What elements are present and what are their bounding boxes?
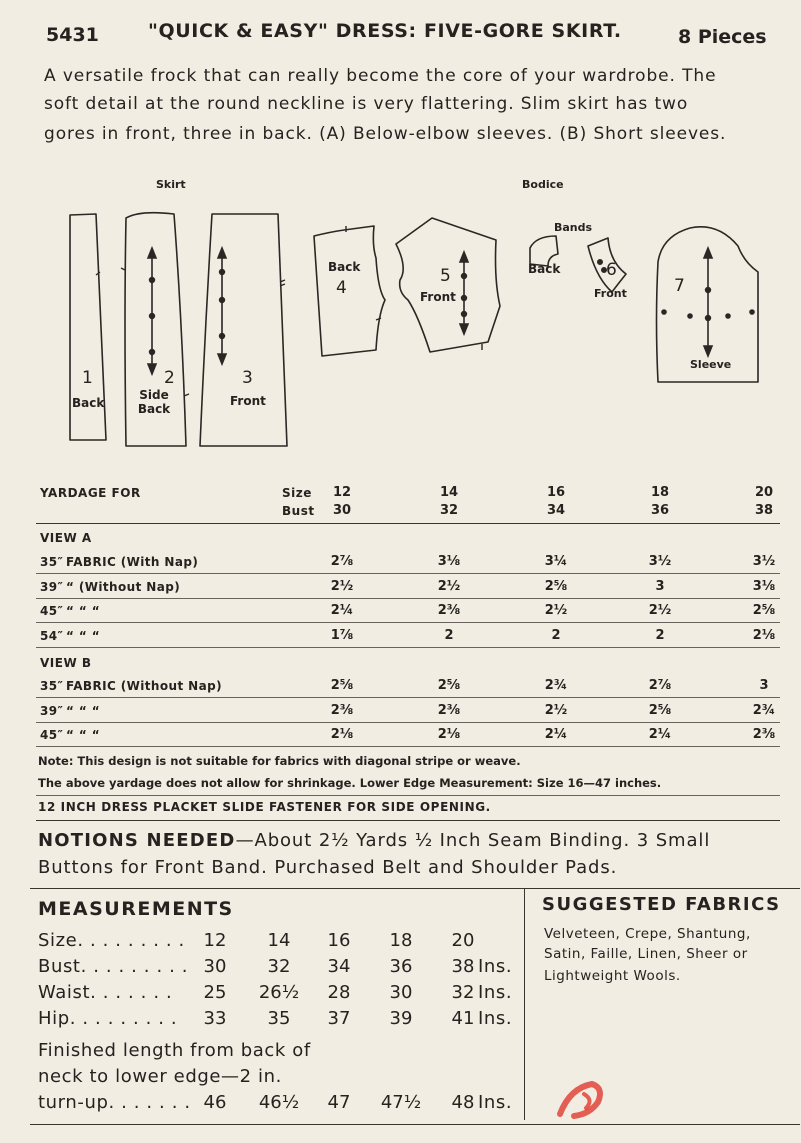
pattern-number: 5431 <box>46 24 99 46</box>
row-rule <box>36 647 780 648</box>
size-col-16: 16 <box>546 485 566 500</box>
piece-5-label: Front <box>420 290 456 304</box>
yardage-cell: 2 <box>655 627 665 643</box>
fabric-width: 35″ <box>40 679 64 693</box>
yardage-cell: 2¼ <box>544 727 568 742</box>
size-col-14: 14 <box>439 485 459 500</box>
finished-length-line-2: neck to lower edge—2 in. <box>38 1066 282 1087</box>
measurement-value: 36 <box>389 956 413 977</box>
measurement-label: Bust. . . . . . . . . <box>38 956 189 977</box>
size-label: Size <box>282 486 312 500</box>
size-col-12: 12 <box>332 485 352 500</box>
piece-1-label: Back <box>72 396 105 410</box>
placket-note: 12 INCH DRESS PLACKET SLIDE FASTENER FOR SIDE OPENING. <box>38 800 491 814</box>
notions-line-2: Buttons for Front Band. Purchased Belt and Shoulder Pads. <box>38 857 618 878</box>
measurement-value: 35 <box>267 1008 291 1029</box>
skirt-caption: Skirt <box>156 178 186 191</box>
piece-5-number: 5 <box>440 266 451 286</box>
turnup-value: 48 <box>451 1092 475 1113</box>
yardage-cell: 3⅛ <box>437 554 461 569</box>
measurement-value: 30 <box>203 956 227 977</box>
yardage-cell: 3½ <box>752 554 776 569</box>
yardage-cell: 2 <box>551 627 561 643</box>
fabric-desc: FABRIC (Without Nap) <box>66 679 222 693</box>
measurement-unit: Ins. <box>478 982 513 1003</box>
measurement-value: 26½ <box>258 982 300 1003</box>
row-rule <box>36 697 780 698</box>
yardage-cell: 2⅝ <box>752 603 776 618</box>
measurement-unit: Ins. <box>478 956 513 977</box>
notions-line-1 <box>38 830 710 851</box>
piece-6-label: Front <box>594 287 627 300</box>
yardage-cell: 2¼ <box>648 727 672 742</box>
yardage-cell: 3⅛ <box>752 578 776 594</box>
column-divider <box>524 888 525 1120</box>
turnup-value: 47½ <box>380 1092 422 1113</box>
measurement-value: 16 <box>327 930 351 951</box>
measurement-value: 14 <box>267 930 291 951</box>
fabric-width: 39″ <box>40 579 64 594</box>
fabric-desc: “ “ “ <box>66 703 101 718</box>
bust-label: Bust <box>282 504 315 518</box>
bust-col-16: 34 <box>546 503 566 518</box>
note-rule <box>36 795 780 796</box>
view-a-label: VIEW A <box>40 531 92 545</box>
bands-caption: Bands <box>554 221 593 234</box>
yardage-cell: 2⅞ <box>648 678 672 693</box>
red-stamp-mark <box>540 1074 620 1124</box>
fabric-width: 45″ <box>40 728 64 742</box>
bust-col-12: 30 <box>332 503 352 518</box>
measurement-value: 28 <box>327 982 351 1003</box>
piece-7-label: Sleeve <box>690 358 732 371</box>
fabric-width: 54″ <box>40 628 64 643</box>
turnup-label: turn-up. . . . . . . <box>38 1092 191 1113</box>
yardage-cell: 2½ <box>648 603 672 618</box>
fabric-width: 35″ <box>40 555 64 569</box>
notions-rule <box>30 888 800 889</box>
description-line-1: A versatile frock that can really become the core of your wardrobe. The <box>44 66 717 86</box>
yardage-cell: 2⅛ <box>437 727 461 742</box>
piece-3-label: Front <box>230 394 266 408</box>
placket-rule <box>36 820 780 821</box>
fabric-desc: “ “ “ <box>66 628 101 643</box>
piece-3-number: 3 <box>242 368 253 388</box>
notions-label: NOTIONS NEEDED <box>38 830 236 851</box>
yardage-cell: 3½ <box>648 554 672 569</box>
description-line-2: soft detail at the round neckline is very flattering. Slim skirt has two <box>44 94 689 114</box>
piece-2-label: Side Back <box>137 388 171 416</box>
measurement-value: 30 <box>389 982 413 1003</box>
piece-2-number: 2 <box>164 368 175 388</box>
piece-count: 8 Pieces <box>678 26 767 48</box>
turnup-value: 46½ <box>258 1092 300 1113</box>
piece-3-outline <box>200 214 287 446</box>
row-rule <box>36 598 780 599</box>
fabrics-line-2: Satin, Faille, Linen, Sheer or <box>544 946 748 962</box>
note-diagonal: Note: This design is not suitable for fabrics with diagonal stripe or weave. <box>38 754 521 768</box>
measurement-unit: Ins. <box>478 1008 513 1029</box>
yardage-cell: 2⅛ <box>752 627 776 643</box>
fabrics-line-1: Velveteen, Crepe, Shantung, <box>544 926 751 942</box>
yardage-cell: 2⅝ <box>544 578 568 594</box>
piece-6-number: 6 <box>606 260 617 280</box>
pattern-pieces-diagram <box>0 170 801 460</box>
yardage-cell: 2⅛ <box>330 727 354 742</box>
yardage-cell: 2⅜ <box>437 603 461 618</box>
yardage-heading: YARDAGE FOR <box>40 486 141 500</box>
piece-4-label: Back <box>328 260 361 274</box>
measurement-label: Waist. . . . . . . <box>38 982 173 1003</box>
measurement-value: 38 <box>451 956 475 977</box>
measurement-value: 34 <box>327 956 351 977</box>
fabric-width: 45″ <box>40 604 64 618</box>
row-rule <box>36 622 780 623</box>
row-rule <box>36 722 780 723</box>
yardage-cell: 2⅝ <box>437 678 461 693</box>
yardage-cell: 2⅝ <box>648 702 672 718</box>
bust-col-18: 36 <box>650 503 670 518</box>
measurement-value: 18 <box>389 930 413 951</box>
view-b-label: VIEW B <box>40 656 92 670</box>
measurement-value: 32 <box>451 982 475 1003</box>
yardage-cell: 2½ <box>544 603 568 618</box>
measurement-value: 32 <box>267 956 291 977</box>
fabric-desc: “ “ “ <box>66 728 101 742</box>
measurement-value: 25 <box>203 982 227 1003</box>
measurement-label: Size. . . . . . . . . <box>38 930 185 951</box>
yardage-cell: 2½ <box>330 578 354 594</box>
yardage-cell: 2½ <box>544 702 568 718</box>
size-col-20: 20 <box>754 485 774 500</box>
piece-7-number: 7 <box>674 276 685 296</box>
measurement-value: 20 <box>451 930 475 951</box>
size-col-18: 18 <box>650 485 670 500</box>
row-rule <box>36 573 780 574</box>
yardage-cell: 2½ <box>437 578 461 594</box>
yardage-cell: 2¾ <box>544 678 568 693</box>
bust-col-14: 32 <box>439 503 459 518</box>
fabric-desc: “ (Without Nap) <box>66 579 181 594</box>
piece-4-outline <box>314 226 385 356</box>
measurement-value: 37 <box>327 1008 351 1029</box>
fabric-width: 39″ <box>40 703 64 718</box>
measurement-label: Hip. . . . . . . . . <box>38 1008 178 1029</box>
yardage-cell: 3¼ <box>544 554 568 569</box>
yardage-cell: 3 <box>759 678 769 693</box>
finished-length-line-1: Finished length from back of <box>38 1040 311 1061</box>
note-shrinkage: The above yardage does not allow for shrinkage. Lower Edge Measurement: Size 16—47 inches. <box>38 776 662 790</box>
fabric-desc: FABRIC (With Nap) <box>66 555 199 569</box>
bottom-rule <box>30 1124 800 1125</box>
turnup-unit: Ins. <box>478 1092 513 1113</box>
measurement-value: 33 <box>203 1008 227 1029</box>
turnup-value: 46 <box>203 1092 227 1113</box>
band-back-label: Back <box>528 262 561 276</box>
yardage-cell: 2 <box>444 627 454 643</box>
yardage-cell: 3 <box>655 578 665 594</box>
yardage-cell: 2⅞ <box>330 554 354 569</box>
fabric-desc: “ “ “ <box>66 604 101 618</box>
measurement-value: 39 <box>389 1008 413 1029</box>
yardage-cell: 2⅝ <box>330 678 354 693</box>
yardage-cell: 2⅜ <box>330 702 354 718</box>
yardage-cell: 1⅞ <box>330 627 354 643</box>
row-rule <box>36 746 780 747</box>
yardage-cell: 2⅜ <box>752 727 776 742</box>
yardage-cell: 2¼ <box>330 603 354 618</box>
bodice-caption: Bodice <box>522 178 564 191</box>
turnup-value: 47 <box>327 1092 351 1113</box>
fabrics-line-3: Lightweight Wools. <box>544 968 681 984</box>
measurements-heading: MEASUREMENTS <box>38 898 234 920</box>
piece-1-number: 1 <box>82 368 93 388</box>
piece-4-number: 4 <box>336 278 347 298</box>
table-rule <box>36 523 780 524</box>
description-line-3: gores in front, three in back. (A) Below-elbow sleeves. (B) Short sleeves. <box>44 124 727 144</box>
bust-col-20: 38 <box>754 503 774 518</box>
measurement-value: 41 <box>451 1008 475 1029</box>
measurement-value: 12 <box>203 930 227 951</box>
pattern-title: "QUICK & EASY" DRESS: FIVE-GORE SKIRT. <box>148 20 622 42</box>
yardage-cell: 2¾ <box>752 702 776 718</box>
fabrics-heading: SUGGESTED FABRICS <box>542 894 781 915</box>
notions-text: —About 2½ Yards ½ Inch Seam Binding. 3 Small <box>235 830 711 851</box>
yardage-cell: 2⅜ <box>437 702 461 718</box>
